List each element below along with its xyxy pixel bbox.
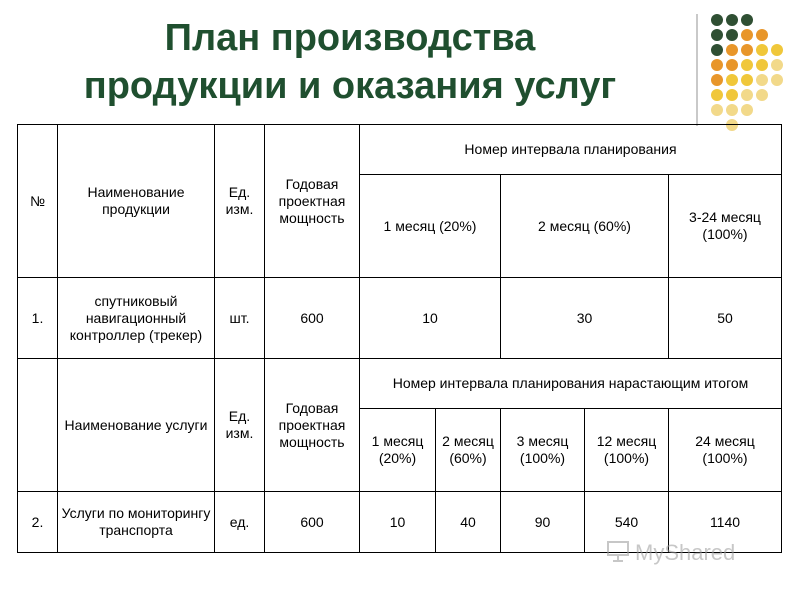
- cell-value: 10: [360, 278, 501, 359]
- dot: [756, 29, 768, 41]
- header-unit: Ед. изм.: [215, 359, 265, 492]
- header-number-empty: [18, 359, 58, 492]
- table-row: [18, 278, 782, 359]
- header-period: 12 месяц (100%): [585, 409, 669, 492]
- dot: [711, 89, 723, 101]
- cell-name: Услуги по мониторингу транспорта: [58, 492, 215, 553]
- header-period: 1 месяц (20%): [360, 175, 501, 278]
- cell-capacity: 600: [265, 278, 360, 359]
- cell-value: 10: [360, 492, 436, 553]
- table-header-row: [18, 359, 782, 409]
- dot: [726, 89, 738, 101]
- header-interval: Номер интервала планирования: [360, 125, 782, 175]
- cell-number: 1.: [18, 278, 58, 359]
- header-unit: Ед. изм.: [215, 125, 265, 278]
- dot: [771, 74, 783, 86]
- slide-title: [0, 14, 700, 110]
- dot: [726, 14, 738, 26]
- dot: [741, 89, 753, 101]
- dot: [741, 74, 753, 86]
- cell-value: 540: [585, 492, 669, 553]
- table-header-row: [18, 125, 782, 175]
- header-number: №: [18, 125, 58, 278]
- production-plan-table: [17, 124, 782, 553]
- dot: [771, 44, 783, 56]
- dot: [711, 29, 723, 41]
- dot: [756, 59, 768, 71]
- header-period: 2 месяц (60%): [436, 409, 501, 492]
- dot: [726, 29, 738, 41]
- title-line-2: продукции и оказания услуг: [83, 65, 617, 107]
- dot: [711, 14, 723, 26]
- header-capacity: Годовая проектная мощность: [265, 359, 360, 492]
- watermark-text: MyShared: [635, 540, 736, 565]
- dot: [741, 104, 753, 116]
- dot: [711, 74, 723, 86]
- header-period: 1 месяц (20%): [360, 409, 436, 492]
- dot: [711, 44, 723, 56]
- dot: [756, 44, 768, 56]
- cell-capacity: 600: [265, 492, 360, 553]
- header-product-name: Наименование продукции: [58, 125, 215, 278]
- dot: [711, 59, 723, 71]
- cell-value: 1140: [669, 492, 782, 553]
- cell-value: 30: [501, 278, 669, 359]
- dot: [741, 44, 753, 56]
- header-interval-cumulative: Номер интервала планирования нарастающим итогом: [360, 359, 782, 409]
- cell-number: 2.: [18, 492, 58, 553]
- dot: [771, 59, 783, 71]
- dot: [711, 104, 723, 116]
- dot: [726, 44, 738, 56]
- header-period: 3 месяц (100%): [501, 409, 585, 492]
- header-service-name: Наименование услуги: [58, 359, 215, 492]
- dot: [741, 14, 753, 26]
- header-period: 24 месяц (100%): [669, 409, 782, 492]
- dot: [726, 104, 738, 116]
- header-capacity: Годовая проектная мощность: [265, 125, 360, 278]
- header-period: 3-24 месяц (100%): [669, 175, 782, 278]
- dot: [726, 59, 738, 71]
- cell-value: 90: [501, 492, 585, 553]
- dot: [741, 59, 753, 71]
- table-row: [18, 492, 782, 553]
- cell-unit: ед.: [215, 492, 265, 553]
- cell-value: 40: [436, 492, 501, 553]
- title-line-1: План производства: [164, 17, 536, 59]
- dot: [726, 74, 738, 86]
- dot: [756, 89, 768, 101]
- dot: [756, 74, 768, 86]
- divider-line: [696, 14, 698, 126]
- header-period: 2 месяц (60%): [501, 175, 669, 278]
- cell-name: спутниковый навигационный контроллер (трекер): [58, 278, 215, 359]
- dot: [741, 29, 753, 41]
- cell-value: 50: [669, 278, 782, 359]
- cell-unit: шт.: [215, 278, 265, 359]
